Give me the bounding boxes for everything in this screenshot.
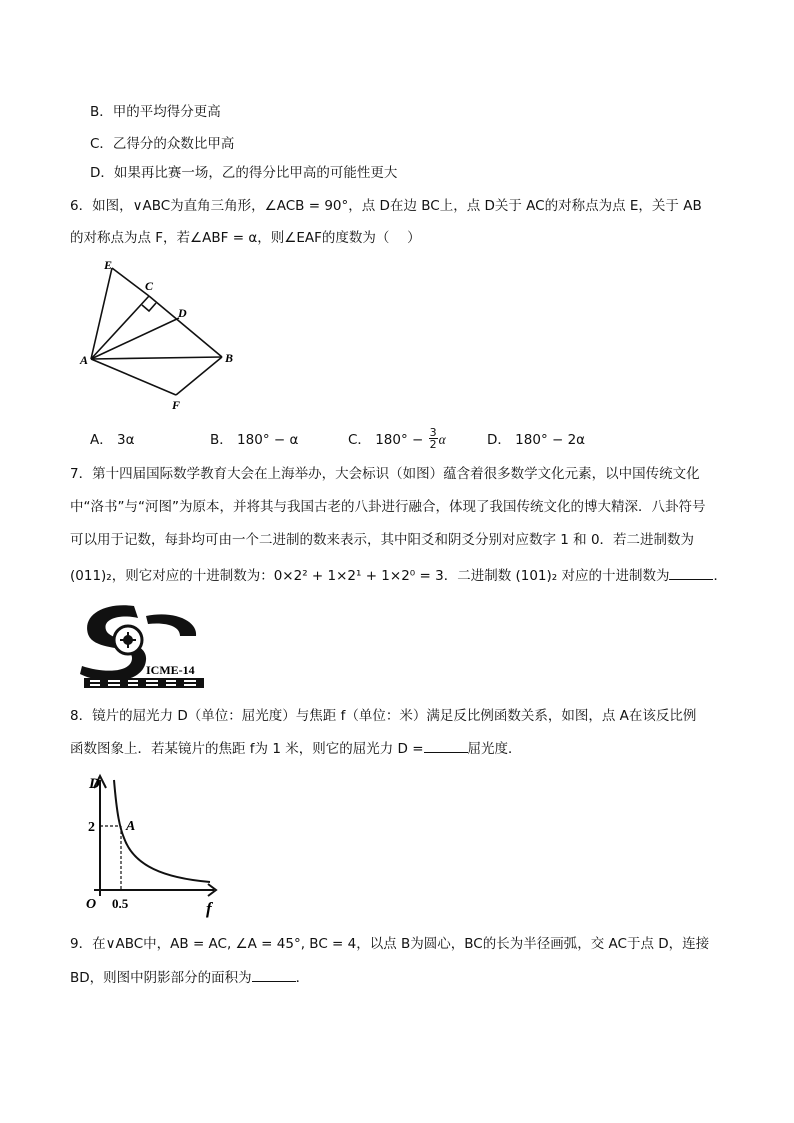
q6-label-e: E	[104, 258, 113, 272]
q8-y-tick-label: 2	[88, 820, 95, 835]
q8-origin-label: O	[86, 897, 97, 912]
q6-label-a: A	[80, 353, 89, 367]
q7-stem-line1: 7．第十四届国际数学教育大会在上海举办，大会标识（如图）蕴含着很多数学文化元素，以中国传统文化	[70, 466, 700, 482]
q6-option-d: D． 180° − 2α	[487, 432, 586, 448]
q5-option-b: B．甲的平均得分更高	[90, 104, 221, 120]
q8-x-tick-label: 0.5	[112, 896, 129, 911]
q8-inverse-graph	[84, 766, 254, 918]
q6-option-c-fraction	[429, 427, 438, 450]
q6-label-d: D	[178, 306, 187, 320]
q7-stem-line4	[70, 565, 727, 586]
q7-stem-line4-text: (011)₂，则它对应的十进制数为：0×2² + 1×2¹ + 1×2⁰ = 3．二进制数 (101)₂ 对应的十进制数为	[70, 568, 670, 584]
icme-logo	[76, 600, 211, 692]
q5-option-d: D．如果再比赛一场，乙的得分比甲高的可能性更大	[90, 165, 398, 181]
q9-stem-line2	[70, 967, 309, 988]
q6-option-a: A． 3α	[90, 432, 135, 448]
q7-answer-blank	[669, 565, 713, 580]
q6-label-c: C	[145, 279, 154, 293]
q6-option-b: B． 180° − α	[210, 432, 299, 448]
q8-stem-line2-text: 函数图象上．若某镜片的焦距 f为 1 米，则它的屈光力 D =	[70, 741, 424, 757]
q6-label-b: B	[225, 351, 234, 365]
q6-fraction-den: 2	[429, 437, 437, 451]
q6-option-c	[348, 425, 446, 452]
q7-stem-line2: 中“洛书”与“河图”为原本，并将其与我国古老的八卦进行融合，体现了我国传统文化的博大精深．八卦符号	[70, 499, 706, 515]
q8-axis-d-label: D	[89, 776, 100, 792]
q9-answer-blank	[252, 967, 296, 982]
q8-stem-line2	[70, 738, 522, 759]
q7-stem-line4-end: ．	[713, 568, 727, 584]
q6-label-f: F	[172, 398, 181, 412]
q8-point-a-label: A	[126, 819, 136, 834]
q6-fraction-num: 3	[429, 425, 437, 439]
q8-stem-line1: 8．镜片的屈光力 D（单位：屈光度）与焦距 f（单位：米）满足反比例函数关系，如图，点 A在该反比例	[70, 708, 697, 724]
q6-stem-line1: 6．如图，∨ABC为直角三角形，∠ACB = 90°，点 D在边 BC上，点 D关于 AC的对称点为点 E，关于 AB	[70, 198, 702, 214]
q6-option-c-prefix: C． 180° −	[348, 432, 424, 448]
icme-logo-text: ICME-14	[146, 663, 195, 677]
q6-triangle-figure	[76, 256, 246, 416]
q9-stem-line2-text: BD，则图中阴影部分的面积为	[70, 970, 252, 986]
q8-answer-blank	[424, 738, 468, 753]
q8-axis-f-label: f	[206, 899, 212, 918]
q6-stem-line2: 的对称点为点 F，若∠ABF = α，则∠EAF的度数为（ ）	[70, 230, 421, 246]
q9-stem-line1: 9．在∨ABC中，AB = AC, ∠A = 45°, BC = 4，以点 B为圆心，BC的长为半径画弧，交 AC于点 D，连接	[70, 936, 710, 952]
q6-option-c-suffix: α	[438, 432, 446, 447]
q9-stem-line2-end: ．	[295, 970, 310, 986]
q7-stem-line3: 可以用于记数，每卦均可由一个二进制的数来表示，其中阳爻和阴爻分别对应数字 1 和 0．若二进制数为	[70, 532, 695, 548]
q8-stem-line2-end: 屈光度．	[467, 741, 522, 757]
q5-option-c: C．乙得分的众数比甲高	[90, 136, 235, 152]
